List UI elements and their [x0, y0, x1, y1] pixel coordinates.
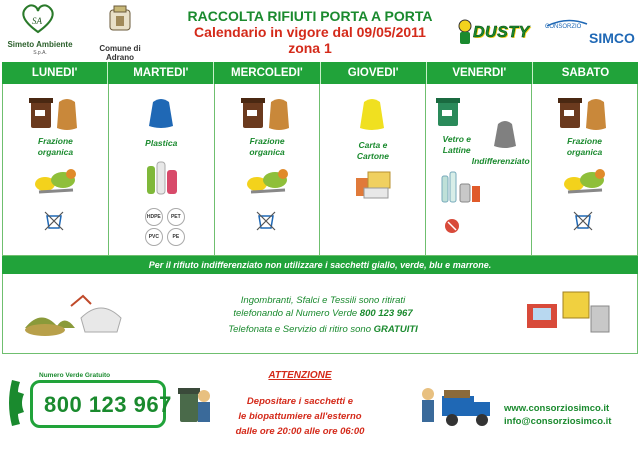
- plastic-code-pvc: PVC: [145, 228, 163, 246]
- crest-icon: [106, 4, 134, 34]
- no-bag-icon: [255, 210, 277, 232]
- info-text: [183, 294, 463, 336]
- column-wednesday: [215, 84, 321, 255]
- simco-text: SIMCO: [589, 30, 635, 46]
- paper-waste-icon: [354, 170, 394, 200]
- attention-line-1: Depositare i sacchetti e: [246, 396, 354, 407]
- swoosh-icon: [545, 18, 589, 28]
- phone-label: Numero Verde Gratuito: [36, 372, 113, 379]
- page-title: [150, 8, 470, 56]
- thursday-label-1: Carta e: [358, 140, 388, 150]
- glass-bottles-icon: [438, 170, 482, 204]
- organic-bin-icon: [241, 96, 293, 132]
- garden-waste-icon: [21, 288, 131, 338]
- info-box: [2, 274, 638, 354]
- no-glass-icon: [444, 218, 460, 234]
- days-header: [2, 62, 638, 84]
- attention-text: [200, 394, 400, 439]
- day-thursday: GIOVEDI': [321, 62, 427, 84]
- column-saturday: [532, 84, 637, 255]
- food-waste-icon: [560, 166, 610, 198]
- attention-line-2: le biopattumiere all'esterno: [238, 411, 362, 422]
- info-phone-number: 800 123 967: [359, 308, 413, 319]
- calendar-grid: [2, 84, 638, 256]
- attention-line-3: dalle ore 20:00 alle ore 06:00: [235, 426, 365, 437]
- simco-small-text: CONSORZIO: [545, 24, 582, 30]
- wednesday-label-1: Frazione: [249, 136, 285, 146]
- email-link[interactable]: info@consorziosimco.it: [504, 416, 612, 427]
- monday-label-2: organica: [37, 147, 74, 157]
- wednesday-label-2: organica: [249, 147, 285, 157]
- info-line-1: Ingombranti, Sfalci e Tessili sono ritirati: [240, 295, 406, 306]
- paper-bag-icon: [358, 98, 386, 132]
- plastic-bag-icon: [147, 98, 175, 130]
- truck-icon: [420, 384, 494, 430]
- info-line-2: [183, 307, 463, 320]
- plastic-bottles-icon: [143, 158, 183, 196]
- mascot-icon: [455, 18, 475, 46]
- day-saturday: SABATO: [561, 67, 610, 79]
- day-wednesday: MERCOLEDI': [214, 62, 320, 84]
- thursday-label-2: Cartone: [356, 151, 389, 161]
- monday-label-1: Frazione: [37, 136, 73, 146]
- no-bag-icon: [43, 210, 65, 232]
- friday-label-1: Vetro e: [442, 134, 471, 144]
- plastic-code-pet: PET: [167, 208, 185, 226]
- column-tuesday: [109, 84, 215, 255]
- attention-title: ATTENZIONE: [268, 370, 332, 381]
- info-free-label: GRATUITI: [373, 324, 418, 335]
- phone-number[interactable]: 800 123 967: [44, 392, 172, 417]
- mixed-bag-icon: [492, 120, 518, 150]
- saturday-label-2: organica: [566, 147, 603, 157]
- heart-tree-icon: [18, 2, 58, 36]
- info-line-3-text: Telefonata e Servizio di ritiro sono: [228, 324, 374, 335]
- no-bag-icon: [572, 210, 594, 232]
- contacts: [504, 402, 634, 428]
- title-line-1: RACCOLTA RIFIUTI PORTA A PORTA: [187, 8, 433, 24]
- column-thursday: [320, 84, 426, 255]
- column-monday: [3, 84, 109, 255]
- friday-label-2: Lattine: [442, 145, 471, 155]
- simeto-ambiente-logo: [4, 2, 76, 56]
- plastic-code-hdpe: HDPE: [145, 208, 163, 226]
- website-link[interactable]: www.consorziosimco.it: [504, 403, 610, 414]
- dusty-text: DUSTY: [473, 24, 530, 41]
- header: [0, 0, 640, 62]
- organic-bin-icon: [29, 96, 81, 132]
- glass-bin-icon: [436, 96, 460, 128]
- food-waste-icon: [243, 166, 293, 198]
- friday-label-3: Indifferenziato: [471, 156, 530, 166]
- info-line-3: [183, 323, 463, 336]
- info-line-2-text: telefonando al Numero Verde: [233, 308, 360, 319]
- logo-left-name: Simeto Ambiente: [7, 40, 73, 49]
- svg-text:SA: SA: [32, 16, 42, 26]
- bulky-waste-icon: [523, 284, 613, 340]
- logo-left-suffix: S.p.A.: [33, 50, 47, 56]
- title-line-2: Calendario in vigore dal 09/05/2011: [194, 24, 426, 40]
- organic-bin-icon: [558, 96, 610, 132]
- day-friday: VENERDI': [427, 62, 533, 84]
- phone-icon: [6, 378, 28, 428]
- column-friday: [426, 84, 532, 255]
- saturday-label-1: Frazione: [567, 136, 603, 146]
- day-monday: LUNEDI': [2, 62, 108, 84]
- simco-logo: [545, 18, 635, 50]
- title-line-3: zona 1: [288, 40, 332, 56]
- tuesday-label: Plastica: [145, 138, 178, 148]
- notice-bar: Per il rifiuto indifferenziato non utilizzare i sacchetti giallo, verde, blu e marrone.: [2, 256, 638, 274]
- dusty-logo: [455, 18, 530, 46]
- food-waste-icon: [31, 166, 81, 198]
- day-tuesday: MARTEDI': [108, 62, 214, 84]
- plastic-code-pe: PE: [167, 228, 185, 246]
- adrano-logo: [88, 4, 152, 62]
- logo-town-name: Comune di Adrano: [99, 44, 141, 62]
